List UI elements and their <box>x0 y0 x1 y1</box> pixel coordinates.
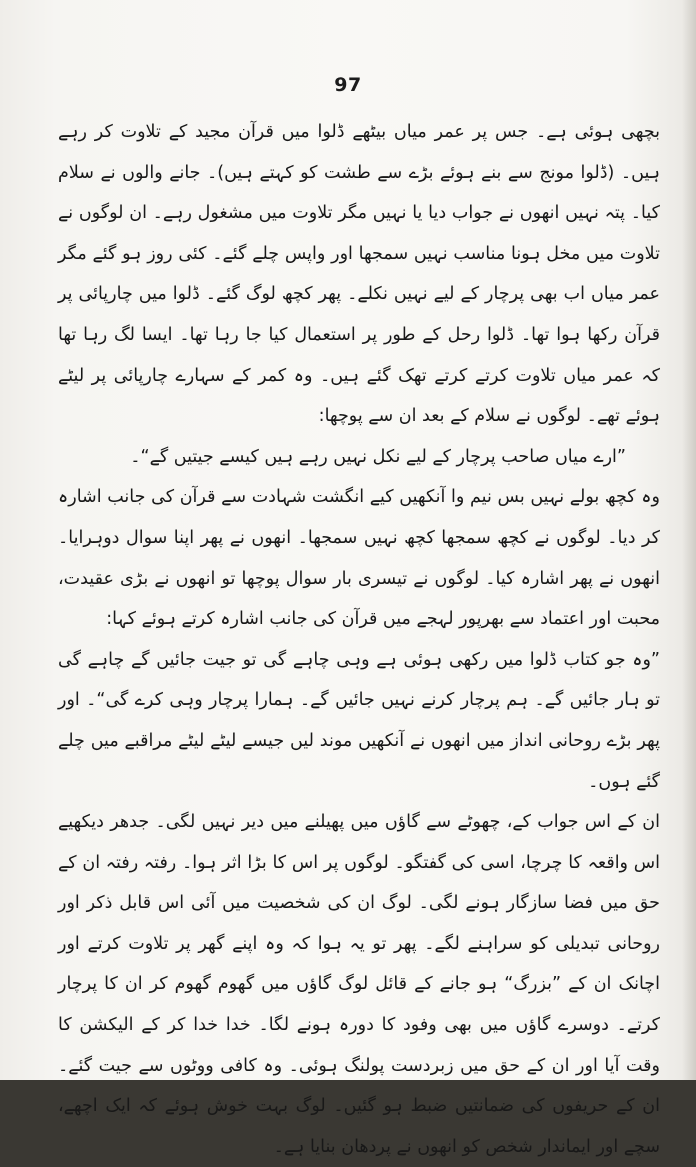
paragraph-1: بچھی ہوئی ہے۔ جس پر عمر میاں بیٹھے ڈلوا میں قرآن مجید کے تلاوت کر رہے ہیں۔ (ڈلوا مونج سے بنے ہوئے بڑے سے طشت کو کہتے ہیں)۔ جانے والوں نے سلام کیا۔ پتہ نہیں انھوں نے جواب دیا یا نہیں مگر تلاوت میں مشغول رہے۔ ان لوگوں نے تلاوت میں مخل ہونا مناسب نہیں سمجھا اور واپس چلے گئے۔ کئی روز ہو گئے مگر عمر میاں اب بھی پرچار کے لیے نہیں نکلے۔ پھر کچھ لوگ گئے۔ ڈلوا میں چارپائی پر قرآن رکھا ہوا تھا۔ ڈلوا رحل کے طور پر استعمال کیا جا رہا تھا۔ ایسا لگ رہا تھا کہ عمر میاں تلاوت کرتے کرتے تھک گئے ہیں۔ وہ کمر کے سہارے چارپائی پر لیٹے ہوئے تھے۔ لوگوں نے سلام کے بعد ان سے پوچھا: <box>58 122 660 427</box>
page-body-text <box>58 112 660 1167</box>
paragraph-3: وہ کچھ بولے نہیں بس نیم وا آنکھیں کیے انگشت شہادت سے قرآن کی جانب اشارہ کر دیا۔ لوگوں نے کچھ سمجھا کچھ نہیں سمجھا۔ انھوں نے پھر اپنا سوال دوہرایا۔ انھوں نے پھر اشارہ کیا۔ لوگوں نے تیسری بار سوال پوچھا تو انھوں نے بڑی عقیدت، محبت اور اعتماد سے بھرپور لہجے میں قرآن کی جانب اشارہ کرتے ہوئے کہا: <box>58 487 660 630</box>
page-edge-shadow <box>682 0 696 1080</box>
paragraph-4-quote: ”وہ جو کتاب ڈلوا میں رکھی ہوئی ہے وہی چاہے گی تو جیت جائیں گے چاہے گی تو ہار جائیں گے۔ ہم پرچار کرنے نہیں جائیں گے۔ ہمارا پرچار وہی کرے گی“۔ اور پھر بڑے روحانی انداز میں انھوں نے آنکھیں موند لیں جیسے لیٹے لیٹے مراقبے میں چلے گئے ہوں۔ <box>58 649 660 792</box>
paragraph-5: ان کے اس جواب کے، چھوٹے سے گاؤں میں پھیلنے میں دیر نہیں لگی۔ جدھر دیکھیے اس واقعہ کا چرچا، اسی کی گفتگو۔ لوگوں پر اس کا بڑا اثر ہوا۔ رفتہ رفتہ ان کے حق میں فضا سازگار ہونے لگی۔ لوگ ان کی شخصیت میں آئی اس قابل ذکر اور روحانی تبدیلی کو سراہنے لگے۔ پھر تو یہ ہوا کہ وہ اپنے گھر پر تلاوت کرتے اور اچانک ان کے ”بزرگ“ ہو جانے کے قائل لوگ گاؤں میں گھوم گھوم کر ان کا پرچار کرتے۔ دوسرے گاؤں میں بھی وفود کا دورہ ہونے لگا۔ خدا خدا کر کے الیکشن کا وقت آیا اور ان کے حق میں زبردست پولنگ ہوئی۔ وہ کافی ووٹوں سے جیت گئے۔ ان کے حریفوں کی ضمانتیں ضبط ہو گئیں۔ لوگ بہت خوش ہوئے کہ ایک اچھے، سچے اور ایماندار شخص کو انھوں نے پردھان بنایا ہے۔ <box>58 812 660 1157</box>
paragraph-2-quote: ”ارے میاں صاحب پرچار کے لیے نکل نہیں رہے ہیں کیسے جیتیں گے“۔ <box>130 446 626 467</box>
page-number: 97 <box>334 74 362 96</box>
